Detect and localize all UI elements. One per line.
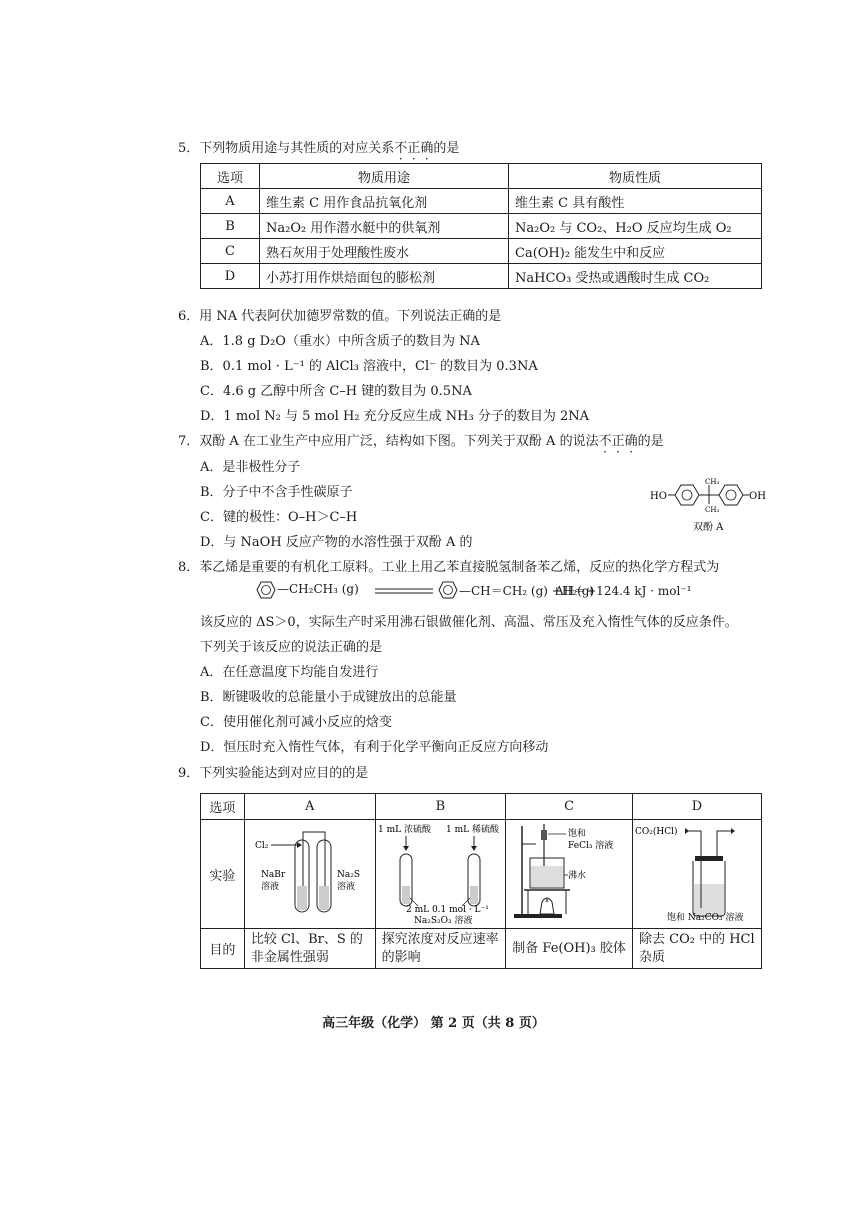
table-header-cell: A (244, 794, 375, 820)
q7-option-a: A．是非极性分子 (200, 460, 301, 475)
apparatus-c-cell (506, 820, 633, 929)
q5-stem-post: 的是 (433, 141, 460, 156)
q7-stem-pre: 7．双酚 A 在工业生产中应用广泛，结构如下图。下列关于双酚 A 的说法 (178, 434, 599, 449)
table-header-row (201, 794, 762, 820)
q8-option-a: A．在任意温度下均能自发进行 (200, 665, 379, 680)
label-nabr: NaBr (260, 870, 286, 880)
q8-line-3: 下列关于该反应的说法正确的是 (200, 640, 383, 655)
q8-stem: 8．苯乙烯是重要的有机化工原料。工业上用乙苯直接脱氢制备苯乙烯，反应的热化学方程式为 (178, 560, 720, 575)
emphasis-char: 不 (598, 434, 612, 449)
label-co2-hcl: CO₂(HCl) (635, 827, 678, 837)
table-row-experiment (201, 820, 762, 929)
q8-option-c: C．使用催化剂可减小反应的焓变 (200, 715, 392, 730)
label-na2s: Na₂S (336, 870, 360, 880)
q9-stem: 9．下列实验能达到对应目的的是 (178, 766, 369, 781)
table-row-purpose (201, 929, 762, 969)
table-cell-option: B (201, 214, 260, 239)
apparatus-a-diagram (245, 820, 373, 924)
q8-line-2: 该反应的 ΔS＞0，实际生产时采用沸石银做催化剂、高温、常压及充入惰性气体的反应条件。 (200, 615, 738, 630)
purpose-c: 制备 Fe(OH)₃ 胶体 (506, 929, 633, 969)
apparatus-b-cell (375, 820, 506, 929)
q5-stem (178, 137, 459, 156)
table-header-cell: D (633, 794, 762, 820)
q7-option-c: C．键的极性：O–H＞C–H (200, 510, 358, 525)
emphasis-char: 确 (420, 141, 434, 156)
equilibrium-arrow-icon (373, 587, 435, 595)
benzene-ring-icon (255, 580, 277, 600)
emphasis-char: 不 (394, 141, 408, 156)
q7-stem-dotted (599, 434, 638, 449)
table-cell-property: Ca(OH)₂ 能发生中和反应 (509, 239, 762, 264)
table-cell-option: D (201, 264, 260, 289)
bpa-ho-label: HO (650, 491, 667, 502)
benzene-ring-icon (437, 580, 459, 600)
table-cell-property: NaHCO₃ 受热或遇酸时生成 CO₂ (509, 264, 762, 289)
table-header-cell: 物质用途 (260, 164, 509, 189)
table-cell-option: C (201, 239, 260, 264)
label-saturated: 饱和 (568, 829, 587, 839)
label-cl2: Cl₂ (254, 841, 269, 851)
q5-stem-dotted (394, 141, 433, 156)
apparatus-d-cell (633, 820, 762, 929)
emphasis-char: 正 (611, 434, 625, 449)
table-header-cell: C (506, 794, 633, 820)
q6-option-b: B．0.1 mol · L⁻¹ 的 AlCl₃ 溶液中，Cl⁻ 的数目为 0.3NA (200, 359, 538, 374)
table-row-label: 目的 (201, 929, 245, 969)
q8-option-b: B．断键吸收的总能量小于成键放出的总能量 (200, 690, 457, 705)
q7-stem (178, 430, 664, 449)
table-cell-property: 维生素 C 具有酸性 (509, 189, 762, 214)
q8-option-d: D．恒压时充入惰性气体，有利于化学平衡向正反应方向移动 (200, 740, 549, 755)
table-cell-use: Na₂O₂ 用作潜水艇中的供氧剂 (260, 214, 509, 239)
apparatus-a-cell (244, 820, 375, 929)
table-cell-use: 小苏打用作烘焙面包的膨松剂 (260, 264, 509, 289)
apparatus-b-diagram (376, 820, 504, 924)
eq-right-text: —CH＝CH₂ (g) +H₂(g) (459, 584, 595, 598)
purpose-a: 比较 Cl、Br、S 的非金属性强弱 (244, 929, 375, 969)
table-row (201, 214, 762, 239)
q7-option-b: B．分子中不含手性碳原子 (200, 485, 353, 500)
table-cell-use: 维生素 C 用作食品抗氧化剂 (260, 189, 509, 214)
label-fecl3: FeCl₃ 溶液 (568, 841, 614, 851)
bpa-ch3-bottom: CH₃ (705, 506, 720, 514)
table-row (201, 264, 762, 289)
q6-option-a: A．1.8 g D₂O（重水）中所含质子的数目为 NA (200, 334, 480, 349)
q9-table (200, 793, 762, 969)
eq-left-text: —CH₂CH₃ (g) (277, 582, 359, 596)
table-row (201, 189, 762, 214)
label-thiosulfate: Na₂S₂O₃ 溶液 (413, 916, 473, 924)
purpose-b: 探究浓度对反应速率的影响 (375, 929, 506, 969)
table-header-cell: B (375, 794, 506, 820)
q7-stem-post: 的是 (637, 434, 664, 449)
q5-stem-pre: 5．下列物质用途与其性质的对应关系 (178, 141, 395, 156)
label-thiosulfate-amount: 2 mL 0.1 mol · L⁻¹ (405, 905, 489, 915)
table-cell-option: A (201, 189, 260, 214)
table-header-cell: 物质性质 (509, 164, 762, 189)
eq-enthalpy: ΔH＝+124.4 kJ · mol⁻¹ (555, 584, 692, 598)
apparatus-d-diagram (633, 820, 761, 924)
bisphenol-a-structure (645, 474, 770, 536)
emphasis-char: 正 (407, 141, 421, 156)
bpa-oh-label: OH (749, 491, 766, 502)
bpa-ch3-top: CH₃ (705, 478, 720, 486)
purpose-d: 除去 CO₂ 中的 HCl 杂质 (633, 929, 762, 969)
apparatus-c-diagram (506, 820, 630, 924)
label-boiling-water: 沸水 (568, 871, 587, 881)
table-header-row (201, 164, 762, 189)
q7-option-d: D．与 NaOH 反应产物的水溶性强于双酚 A 的 (200, 535, 473, 550)
table-cell-property: Na₂O₂ 与 CO₂、H₂O 反应均生成 O₂ (509, 214, 762, 239)
table-row (201, 239, 762, 264)
table-cell-use: 熟石灰用于处理酸性废水 (260, 239, 509, 264)
q6-option-d: D．1 mol N₂ 与 5 mol H₂ 充分反应生成 NH₃ 分子的数目为 2NA (200, 409, 590, 424)
q6-option-c: C．4.6 g 乙醇中所含 C–H 键的数目为 0.5NA (200, 384, 472, 399)
label-na2co3: 饱和 Na₂CO₃ 溶液 (667, 913, 744, 923)
label-na2s-solution: 溶液 (336, 882, 355, 892)
label-nabr-solution: 溶液 (260, 882, 279, 892)
label-dilute-sulfuric: 1 mL 稀硫酸 (445, 825, 499, 835)
table-header-cell: 选项 (201, 164, 260, 189)
bpa-caption: 双酚 A (693, 522, 724, 533)
q6-stem: 6．用 NA 代表阿伏加德罗常数的值。下列说法正确的是 (178, 309, 502, 324)
page-footer: 高三年级（化学） 第 2 页（共 8 页） (322, 1016, 545, 1031)
q8-equation (255, 578, 715, 604)
table-row-label: 实验 (201, 820, 245, 929)
table-header-cell: 选项 (201, 794, 245, 820)
emphasis-char: 确 (624, 434, 638, 449)
label-conc-sulfuric: 1 mL 浓硫酸 (377, 825, 431, 835)
q5-table (200, 163, 762, 289)
